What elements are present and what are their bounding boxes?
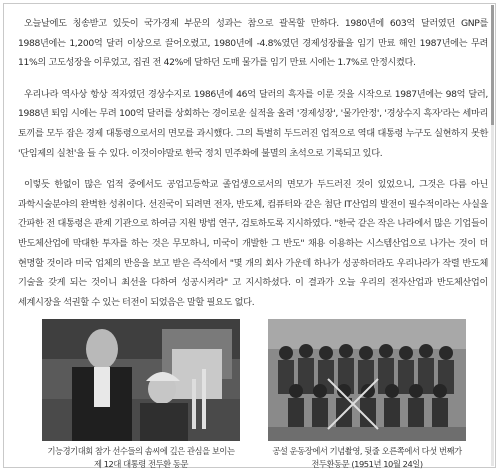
photo-caption-1 [42,445,240,470]
photo-group-stadium [268,319,466,441]
photo-block-1 [42,319,240,470]
photo-caption-2-line1: 공설 운동장에서 기념촬영, 뒷줄 오른쪽에서 다섯 번째가 [272,446,462,456]
photo-caption-2-line2: 전두환동문 (1951년 10월 24일) [311,458,423,469]
paragraph-2: 우리나라 역사상 항상 적자였던 경상수지로 1986년에 46억 달러의 흑자를 이룬 것을 시작으로 1987년에는 98억 달러, 1988년 퇴임 시에는 무려 100억 달러를 상회하는 경이로운 실적을 올려 '경제성장', '물가안정', '경상수지 흑자'라는 세마리 토끼를 모두 잡은 경제 대통령으로서의 면모를 과시했다. 그의 특별히 두드러진 업적으로 역대 대통령 누구도 실현하지 못한 '단임제의 실천'을 들 수 있다. 이것이야말로 한국 정치 민주화에 불멸의 초석으로 기록되고 있다. [18,88,488,159]
scroll-thumb[interactable] [491,5,494,125]
photo-president-visit [42,319,240,441]
paragraph-3: 이렇듯 한없이 많은 업적 중에서도 공업고등학교 졸업생으로서의 면모가 두드러진 것이 있었으니, 그것은 다름 아닌 과학시술분야의 완벽한 성취이다. 선진국이 되려면 전자, 반도체, 컴퓨터와 같은 첨단 IT산업의 발전이 필수적이라는 사실을 간파한 전 대통령은 관계 기관으로 하여금 지원 방법 연구, 검토하도록 지시하였다. "한국 같은 작은 나라에서 많은 기업들이 반도체산업에 막대한 투자를 하는 것은 무모하니, 미국이 개발한 그 반도" 채용 이용하는 시스템산업으로 나가는 것이 더 현명할 것이라 미국 업체의 반응을 보고 받은 즉석에서 "몇 개의 회사 가운데 하나가 성공하더라도 우리나라가 작렬 반도체 기술을 갖게 되는 것이니 최선을 다하여 성공시켜라" 고 지시하셨다. 이 결과가 오늘 우리의 전자산업과 반도체산업이 세계시장을 석권할 수 있는 터전이 되었음은 말할 필요도 없다. [18,179,488,308]
photo-caption-1-line1: 기능경기대회 참가 선수들의 솜씨에 깊은 관심을 보이는 [47,446,235,456]
article-body [18,14,488,324]
photo-block-2 [268,319,466,470]
photo-section [42,319,482,469]
scrollbar[interactable] [491,5,494,466]
photo-caption-1-line2: 제 12대 대통령 전두환 동문 [93,458,189,469]
paragraph-1: 오늘날에도 칭송받고 있듯이 국가경제 부문의 성과는 참으로 괄목할 만하다. 1980년에 603억 달러였던 GNP를 1988년에는 1,200억 달러 이상으로 끌어오렸고, 1980년에 -4.8%였던 경제성장률을 임기 만료 해인 1987년에는 무려 11%의 고도성장을 이루었고, 집권 전 42%에 달하던 도매 물가를 임기 만료 시에는 1.7%로 안정시켰다. [18,18,488,69]
photo-caption-2 [268,445,466,470]
article-frame [3,3,496,468]
